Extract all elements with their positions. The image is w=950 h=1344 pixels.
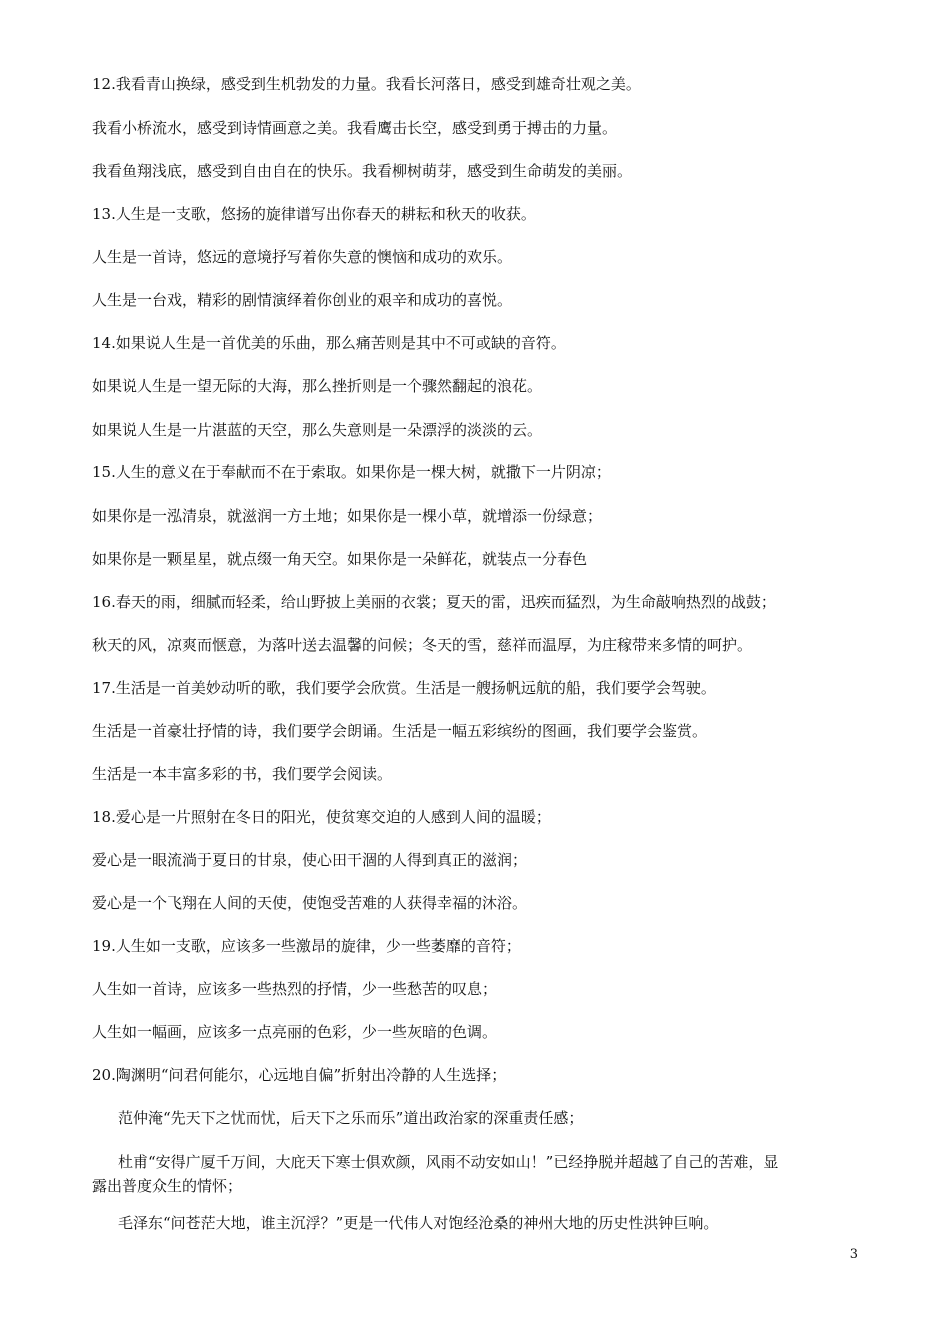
text-line: 如果说人生是一望无际的大海，那么挫折则是一个骤然翻起的浪花。 xyxy=(92,377,543,395)
text-line: 秋天的风，凉爽而惬意，为落叶送去温馨的问候；冬天的雪，慈祥而温厚，为庄稼带来多情的呵护。 xyxy=(92,636,753,654)
text-line: 如果你是一颗星星，就点缀一角天空。如果你是一朵鲜花，就装点一分春色 xyxy=(92,550,588,568)
text-line: 18.爱心是一片照射在冬日的阳光，使贫寒交迫的人感到人间的温暖； xyxy=(92,808,551,826)
text-line: 如果你是一泓清泉，就滋润一方土地；如果你是一棵小草，就增添一份绿意； xyxy=(92,507,603,525)
text-line: 爱心是一眼流淌于夏日的甘泉，使心田干涸的人得到真正的滋润； xyxy=(92,851,528,869)
text-line: 16.春天的雨，细腻而轻柔，给山野披上美丽的衣裳；夏天的雷，迅疾而猛烈，为生命敲响热烈的战鼓； xyxy=(92,593,776,611)
text-line: 14.如果说人生是一首优美的乐曲，那么痛苦则是其中不可或缺的音符。 xyxy=(92,334,566,352)
indented-line: 毛泽东“问苍茫大地，谁主沉浮？”更是一代伟人对饱经沧桑的神州大地的历史性洪钟巨响。 xyxy=(118,1214,719,1232)
indented-line: 范仲淹“先天下之忧而忧，后天下之乐而乐”道出政治家的深重责任感； xyxy=(118,1109,584,1127)
text-line: 17.生活是一首美妙动听的歌，我们要学会欣赏。生活是一艘扬帆远航的船，我们要学会驾驶。 xyxy=(92,679,716,697)
text-line: 人生如一幅画，应该多一点亮丽的色彩，少一些灰暗的色调。 xyxy=(92,1023,498,1041)
page-number: 3 xyxy=(849,1247,858,1262)
text-line: 19.人生如一支歌，应该多一些激昂的旋律，少一些萎靡的音符； xyxy=(92,937,521,955)
text-line: 生活是一首豪壮抒情的诗，我们要学会朗诵。生活是一幅五彩缤纷的图画，我们要学会鉴赏。 xyxy=(92,722,708,740)
text-line: 20.陶渊明“问君何能尔，心远地自偏”折射出冷静的人生选择； xyxy=(92,1066,507,1084)
text-line: 爱心是一个飞翔在人间的天使，使饱受苦难的人获得幸福的沐浴。 xyxy=(92,894,528,912)
text-line: 人生如一首诗，应该多一些热烈的抒情，少一些愁苦的叹息； xyxy=(92,980,498,998)
indented-line: 杜甫“安得广厦千万间，大庇天下寒士俱欢颜，风雨不动安如山！”已经挣脱并超越了自己的苦难，显 xyxy=(118,1153,779,1171)
text-line: 人生是一台戏，精彩的剧情演绎着你创业的艰辛和成功的喜悦。 xyxy=(92,291,513,309)
text-line: 15.人生的意义在于奉献而不在于索取。如果你是一棵大树，就撒下一片阴凉； xyxy=(92,463,611,481)
text-line: 12.我看青山换绿，感受到生机勃发的力量。我看长河落日，感受到雄奇壮观之美。 xyxy=(92,75,641,93)
text-line: 人生是一首诗，悠远的意境抒写着你失意的懊恼和成功的欢乐。 xyxy=(92,248,513,266)
text-line: 13.人生是一支歌，悠扬的旋律谱写出你春天的耕耘和秋天的收获。 xyxy=(92,205,536,223)
text-line: 我看小桥流水，感受到诗情画意之美。我看鹰击长空，感受到勇于搏击的力量。 xyxy=(92,119,618,137)
text-line-continuation: 露出普度众生的情怀； xyxy=(92,1177,243,1195)
text-line: 我看鱼翔浅底，感受到自由自在的快乐。我看柳树萌芽，感受到生命萌发的美丽。 xyxy=(92,162,633,180)
text-line: 生活是一本丰富多彩的书，我们要学会阅读。 xyxy=(92,765,393,783)
text-line: 如果说人生是一片湛蓝的天空，那么失意则是一朵漂浮的淡淡的云。 xyxy=(92,421,543,439)
